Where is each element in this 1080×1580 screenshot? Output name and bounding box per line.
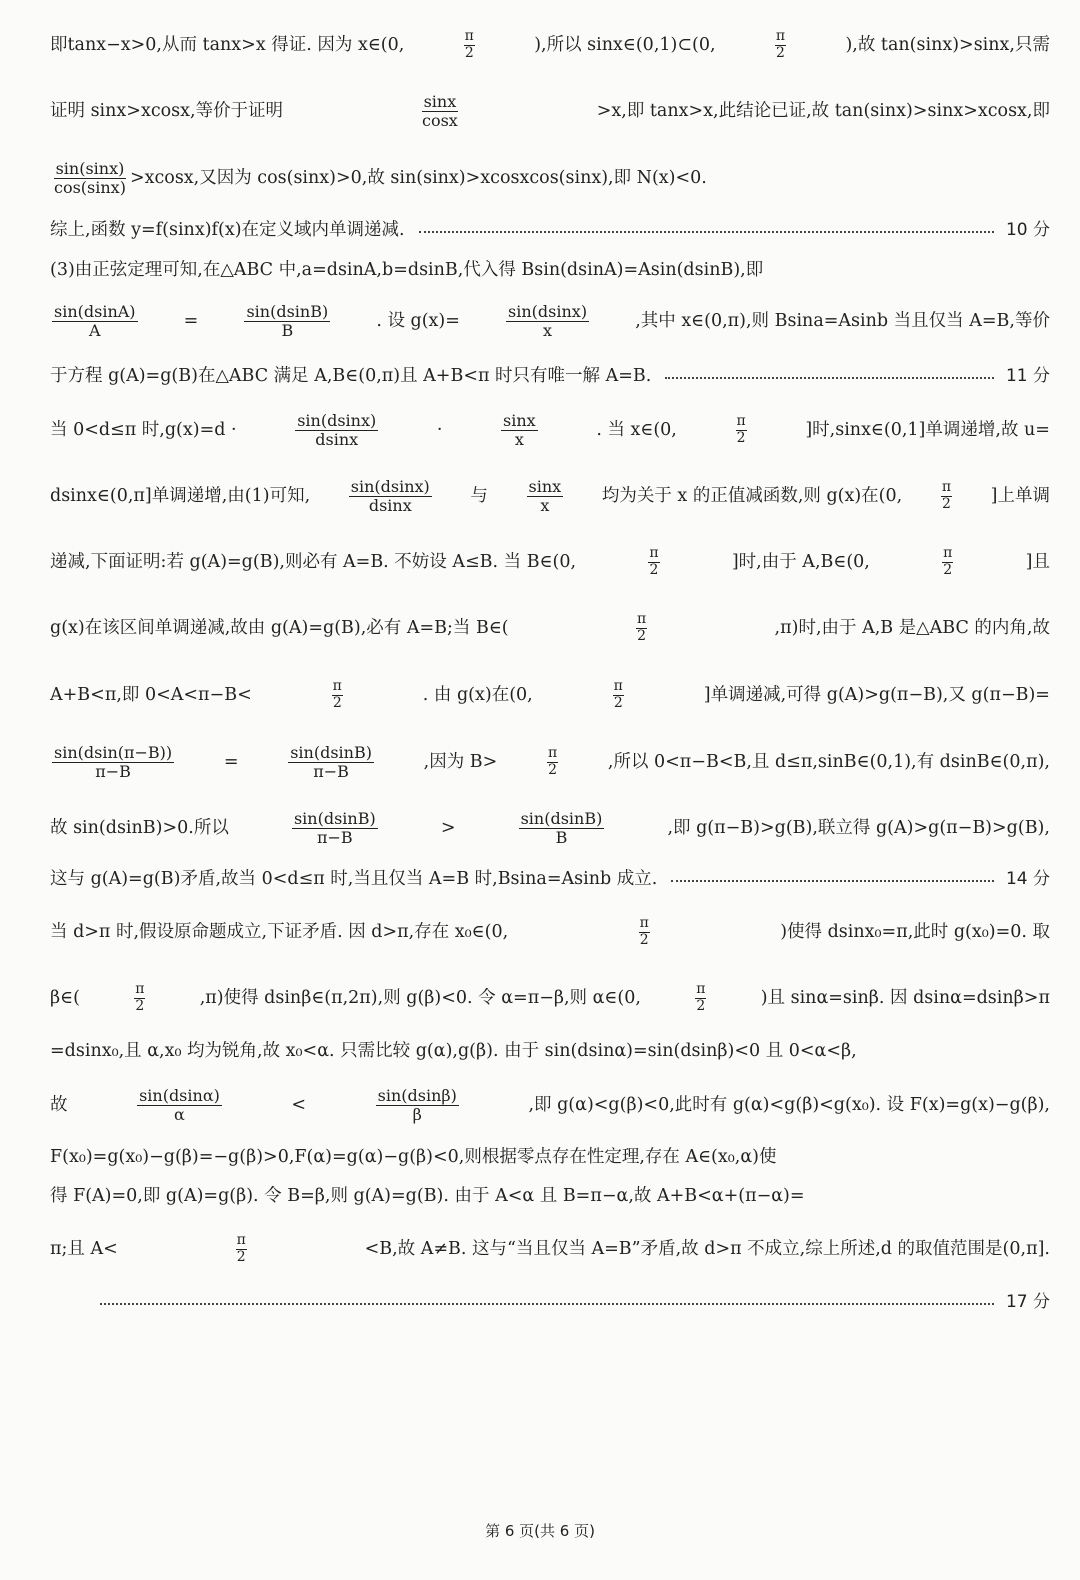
fraction bbox=[244, 303, 330, 340]
text-line bbox=[50, 1282, 1050, 1322]
text-span: 故 sin(dsinB)>0.所以 bbox=[50, 818, 229, 838]
text-line bbox=[50, 808, 1050, 848]
denominator: π−B bbox=[313, 761, 349, 781]
denominator: 2 bbox=[776, 44, 785, 61]
numerator: sin(sinx) bbox=[55, 158, 125, 178]
fraction bbox=[547, 746, 558, 778]
numerator: π bbox=[941, 478, 952, 495]
text-span: > bbox=[440, 818, 456, 838]
dotted-leader bbox=[665, 377, 994, 379]
fraction bbox=[527, 478, 564, 515]
text-span: π;且 A< bbox=[50, 1239, 118, 1259]
fraction bbox=[613, 679, 624, 711]
denominator: 2 bbox=[649, 561, 659, 578]
text-span: dsinx∈(0,π]单调递增,由(1)可知, bbox=[50, 486, 311, 506]
numerator: π bbox=[636, 610, 647, 627]
fraction bbox=[464, 29, 475, 61]
text-span: g(x)在该区间单调递减,故由 g(A)=g(B),必有 A=B;当 B∈( bbox=[50, 618, 509, 638]
numerator: π bbox=[547, 744, 558, 761]
fraction bbox=[941, 480, 952, 512]
text-span: 得 F(A)=0,即 g(A)=g(β). 令 B=β,则 g(A)=g(B). 由于 A<α 且 B=π−α,故 A+B<α+(π−α)= bbox=[50, 1186, 805, 1206]
text-span: . 当 x∈(0, bbox=[596, 420, 677, 440]
text-line bbox=[50, 912, 1050, 952]
text-span: >x,即 tanx>x,此结论已证,故 tan(sinx)>sinx>xcosx,即 bbox=[596, 101, 1050, 121]
fraction bbox=[648, 546, 659, 578]
numerator: π bbox=[135, 980, 145, 997]
text-line bbox=[50, 1085, 1050, 1125]
text-span: F(x₀)=g(x₀)−g(β)=−g(β)>0,F(α)=g(α)−g(β)<0,则根据零点存在性定理,存在 A∈(x₀,α)使 bbox=[50, 1147, 777, 1167]
numerator: π bbox=[775, 27, 786, 44]
text-span: ,即 g(π−B)>g(B),联立得 g(A)>g(π−B)>g(B), bbox=[667, 818, 1050, 838]
numerator: π bbox=[639, 914, 649, 931]
text-span: A+B<π,即 0<A<π−B< bbox=[50, 685, 252, 705]
fraction bbox=[636, 612, 647, 644]
text-line bbox=[50, 859, 1050, 899]
numerator: π bbox=[236, 1231, 246, 1248]
fraction bbox=[349, 478, 432, 515]
denominator: A bbox=[88, 320, 101, 340]
text-span: 证明 sinx>xcosx,等价于证明 bbox=[50, 101, 284, 121]
text-span: 当 0<d≤π 时,g(x)=d · bbox=[50, 420, 237, 440]
numerator: sin(dsinB) bbox=[290, 742, 372, 762]
text-span: ,所以 0<π−B<B,且 d≤π,sinB∈(0,1),有 dsinB∈(0,π), bbox=[607, 752, 1050, 772]
text-span: ]单调递减,可得 g(A)>g(π−B),又 g(π−B)= bbox=[703, 685, 1050, 705]
fraction bbox=[137, 1087, 222, 1124]
numerator: π bbox=[736, 412, 746, 429]
denominator: B bbox=[555, 827, 568, 847]
text-span: =dsinx₀,且 α,x₀ 均为锐角,故 x₀<α. 只需比较 g(α),g(β). 由于 sin(dsinα)=sin(dsinβ)<0 且 0<α<β, bbox=[50, 1041, 857, 1061]
text-span: ]上单调 bbox=[990, 486, 1050, 506]
denominator: 2 bbox=[613, 694, 623, 711]
text-span: = bbox=[183, 311, 199, 331]
text-span: ,即 g(α)<g(β)<0,此时有 g(α)<g(β)<g(x₀). 设 F(x)=g(x)−g(β), bbox=[528, 1095, 1050, 1115]
denominator: B bbox=[281, 320, 294, 340]
numerator: π bbox=[332, 677, 342, 694]
fraction bbox=[52, 744, 174, 781]
text-span: 于方程 g(A)=g(B)在△ABC 满足 A,B∈(0,π)且 A+B<π 时只有唯一解 A=B. bbox=[50, 366, 652, 386]
fraction bbox=[52, 303, 138, 340]
numerator: sin(dsinA) bbox=[54, 301, 136, 321]
text-line bbox=[50, 1229, 1050, 1269]
fraction bbox=[420, 93, 460, 130]
numerator: sinx bbox=[528, 476, 562, 496]
text-span: ]且 bbox=[1025, 552, 1050, 572]
text-line bbox=[50, 476, 1050, 516]
numerator: π bbox=[696, 980, 706, 997]
text-line bbox=[50, 25, 1050, 65]
score-label: 11 分 bbox=[1005, 366, 1050, 386]
denominator: x bbox=[514, 429, 524, 449]
text-line bbox=[50, 1031, 1050, 1071]
denominator: 2 bbox=[548, 761, 558, 778]
numerator: sin(dsin(π−B)) bbox=[54, 742, 173, 762]
denominator: cosx bbox=[421, 110, 458, 130]
numerator: sin(dsinx) bbox=[350, 476, 430, 496]
text-span: ),所以 sinx∈(0,1)⊂(0, bbox=[534, 35, 716, 55]
text-span: ,π)使得 dsinβ∈(π,2π),则 g(β)<0. 令 α=π−β,则 α∈(0, bbox=[199, 988, 641, 1008]
text-span: 递减,下面证明:若 g(A)=g(B),则必有 A=B. 不妨设 A≤B. 当 B∈(0, bbox=[50, 552, 577, 572]
text-span: · bbox=[436, 420, 443, 440]
numerator: sin(dsinx) bbox=[297, 410, 377, 430]
text-span: 综上,函数 y=f(sinx)f(x)在定义域内单调递减. bbox=[50, 220, 405, 240]
text-span: ,因为 B> bbox=[423, 752, 498, 772]
denominator: π−B bbox=[316, 827, 353, 847]
denominator: dsinx bbox=[315, 429, 359, 449]
text-line bbox=[50, 1137, 1050, 1177]
fraction bbox=[292, 810, 378, 847]
denominator: 2 bbox=[943, 561, 953, 578]
text-span: 当 d>π 时,假设原命题成立,下证矛盾. 因 d>π,存在 x₀∈(0, bbox=[50, 922, 509, 942]
score-label: 17 分 bbox=[1005, 1292, 1050, 1312]
text-span: (3)由正弦定理可知,在△ABC 中,a=dsinA,b=dsinB,代入得 Bsin(dsinA)=Asin(dsinB),即 bbox=[50, 260, 764, 280]
text-span: ),故 tan(sinx)>sinx,只需 bbox=[845, 35, 1050, 55]
text-line bbox=[50, 410, 1050, 450]
denominator: 2 bbox=[637, 627, 647, 644]
numerator: sin(dsinB) bbox=[520, 808, 603, 828]
numerator: sin(dsinα) bbox=[139, 1085, 220, 1105]
text-span: 均为关于 x 的正值减函数,则 g(x)在(0, bbox=[601, 486, 903, 506]
denominator: α bbox=[174, 1104, 185, 1124]
fraction bbox=[736, 414, 747, 446]
denominator: 2 bbox=[941, 495, 951, 512]
fraction bbox=[295, 412, 378, 449]
text-line bbox=[50, 158, 1050, 198]
fraction bbox=[501, 412, 538, 449]
score-label: 10 分 bbox=[1005, 220, 1050, 240]
denominator: cos(sinx) bbox=[54, 177, 126, 197]
denominator: β bbox=[412, 1104, 422, 1124]
text-span: <B,故 A≠B. 这与“当且仅当 A=B”矛盾,故 d>π 不成立,综上所述,d 的取值范围是(0,π]. bbox=[364, 1239, 1050, 1259]
fraction bbox=[775, 29, 786, 61]
numerator: π bbox=[613, 677, 623, 694]
denominator: 2 bbox=[464, 44, 474, 61]
numerator: sin(dsinB) bbox=[246, 301, 329, 321]
fraction bbox=[376, 1087, 459, 1124]
text-line bbox=[50, 675, 1050, 715]
text-span: 即tanx−x>0,从而 tanx>x 得证. 因为 x∈(0, bbox=[50, 35, 405, 55]
text-line bbox=[50, 301, 1050, 341]
fraction bbox=[52, 160, 128, 197]
fraction bbox=[134, 982, 145, 1014]
dotted-leader bbox=[671, 880, 994, 882]
fraction bbox=[288, 744, 374, 781]
text-span: ,π)时,由于 A,B 是△ABC 的内角,故 bbox=[774, 618, 1050, 638]
text-span: )且 sinα=sinβ. 因 dsinα=dsinβ>π bbox=[760, 988, 1050, 1008]
fraction bbox=[332, 679, 343, 711]
fraction bbox=[506, 303, 589, 340]
text-span: < bbox=[291, 1095, 307, 1115]
denominator: 2 bbox=[236, 1248, 246, 1265]
numerator: sinx bbox=[423, 91, 457, 111]
text-span: . 设 g(x)= bbox=[376, 311, 460, 331]
text-line bbox=[50, 1176, 1050, 1216]
text-span: >xcosx,又因为 cos(sinx)>0,故 sin(sinx)>xcosxcos(sinx),即 N(x)<0. bbox=[129, 168, 707, 188]
text-line bbox=[50, 210, 1050, 250]
numerator: π bbox=[464, 27, 474, 44]
dotted-leader bbox=[419, 231, 994, 233]
fraction bbox=[519, 810, 605, 847]
text-span: ]时,sinx∈(0,1]单调递增,故 u= bbox=[805, 420, 1050, 440]
text-line bbox=[50, 542, 1050, 582]
denominator: x bbox=[540, 495, 550, 515]
denominator: 2 bbox=[639, 931, 649, 948]
numerator: π bbox=[943, 544, 953, 561]
text-span: )使得 dsinx₀=π,此时 g(x₀)=0. 取 bbox=[780, 922, 1050, 942]
numerator: sin(dsinx) bbox=[508, 301, 588, 321]
numerator: sin(dsinB) bbox=[293, 808, 376, 828]
denominator: 2 bbox=[135, 997, 145, 1014]
numerator: sinx bbox=[503, 410, 536, 430]
denominator: 2 bbox=[332, 694, 342, 711]
denominator: 2 bbox=[736, 429, 746, 446]
text-line bbox=[50, 742, 1050, 782]
text-line bbox=[50, 356, 1050, 396]
denominator: x bbox=[543, 320, 553, 340]
denominator: dsinx bbox=[368, 495, 412, 515]
denominator: 2 bbox=[696, 997, 706, 1014]
fraction bbox=[236, 1233, 247, 1265]
text-line bbox=[50, 250, 1050, 290]
text-line bbox=[50, 91, 1050, 131]
numerator: sin(dsinβ) bbox=[377, 1085, 457, 1105]
denominator: π−B bbox=[95, 761, 131, 781]
fraction bbox=[639, 916, 650, 948]
dotted-leader bbox=[100, 1303, 994, 1305]
text-span: ,其中 x∈(0,π),则 Bsina=Asinb 当且仅当 A=B,等价 bbox=[635, 311, 1050, 331]
text-span: . 由 g(x)在(0, bbox=[422, 685, 533, 705]
score-label: 14 分 bbox=[1005, 869, 1050, 889]
fraction bbox=[942, 546, 953, 578]
fraction bbox=[695, 982, 706, 1014]
text-span: = bbox=[223, 752, 239, 772]
text-span: 这与 g(A)=g(B)矛盾,故当 0<d≤π 时,当且仅当 A=B 时,Bsina=Asinb 成立. bbox=[50, 869, 658, 889]
text-span: ]时,由于 A,B∈(0, bbox=[731, 552, 870, 572]
text-line bbox=[50, 608, 1050, 648]
text-span: 与 bbox=[470, 486, 488, 506]
text-span: 故 bbox=[50, 1095, 68, 1115]
page-footer: 第 6 页(共 6 页) bbox=[485, 1522, 595, 1540]
numerator: π bbox=[649, 544, 659, 561]
text-line bbox=[50, 978, 1050, 1018]
text-span: β∈( bbox=[50, 988, 80, 1008]
